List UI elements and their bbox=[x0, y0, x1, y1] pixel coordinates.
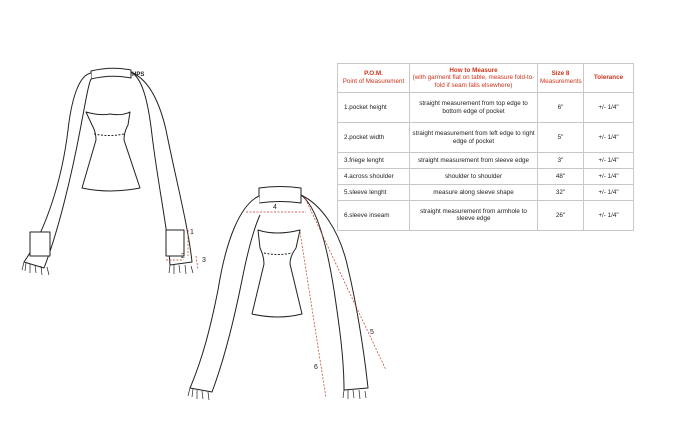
back-view-garment bbox=[22, 68, 193, 275]
hps-label: HPS bbox=[132, 72, 145, 78]
header-size bbox=[538, 64, 584, 93]
callout-2: 2 bbox=[181, 253, 185, 260]
header-how-title: How to Measure bbox=[449, 66, 498, 74]
header-how bbox=[410, 64, 538, 93]
spec-row bbox=[338, 169, 634, 185]
back-neck-band bbox=[91, 68, 131, 79]
size-cell: 5" bbox=[538, 123, 584, 153]
callout-5: 5 bbox=[370, 329, 374, 336]
how-cell: straight measurement from left edge to right edge of pocket bbox=[410, 123, 538, 153]
spec-row bbox=[338, 123, 634, 153]
tol-cell: +/- 1/4" bbox=[584, 153, 634, 169]
callout-3: 3 bbox=[202, 257, 206, 264]
spec-table bbox=[337, 63, 634, 231]
front-left-sleeve bbox=[190, 196, 260, 392]
pom-cell: 4.across shoulder bbox=[338, 169, 410, 185]
tol-cell: +/- 1/4" bbox=[584, 184, 634, 200]
pom-cell: 5.sleeve lenght bbox=[338, 184, 410, 200]
how-cell: shoulder to shoulder bbox=[410, 169, 538, 185]
header-how-sub: (with garment flat on table, measure fold-to-fold if seam falls elsewhere) bbox=[412, 74, 535, 89]
size-cell: 3" bbox=[538, 153, 584, 169]
front-right-fringe bbox=[343, 390, 366, 399]
tol-cell: +/- 1/4" bbox=[584, 123, 634, 153]
spec-header-row bbox=[338, 64, 634, 93]
header-pom-title: P.O.M. bbox=[364, 70, 383, 78]
header-tol bbox=[584, 64, 634, 93]
tol-cell: +/- 1/4" bbox=[584, 169, 634, 185]
back-right-fringe bbox=[169, 265, 193, 274]
spec-row bbox=[338, 184, 634, 200]
tol-cell: +/- 1/4" bbox=[584, 200, 634, 230]
header-size-sub: Measurements bbox=[540, 78, 582, 85]
callout-6: 6 bbox=[314, 364, 318, 371]
size-cell: 32" bbox=[538, 184, 584, 200]
spec-row bbox=[338, 153, 634, 169]
how-cell: straight measurement from armhole to sleeve edge bbox=[410, 200, 538, 230]
front-neck-band bbox=[259, 187, 301, 204]
how-cell: straight measurement from sleeve edge bbox=[410, 153, 538, 169]
pom-cell: 2.pocket width bbox=[338, 123, 410, 153]
spec-row bbox=[338, 200, 634, 230]
how-cell: straight measurement from top edge to bottom edge of pocket bbox=[410, 93, 538, 123]
back-body bbox=[82, 112, 140, 191]
pocket-left bbox=[30, 232, 50, 256]
header-tol-title: Tolerance bbox=[593, 74, 624, 82]
how-cell: measure along sleeve shape bbox=[410, 184, 538, 200]
measure-line-sleeve-inseam bbox=[300, 232, 326, 398]
callout-4: 4 bbox=[273, 204, 277, 211]
tol-cell: +/- 1/4" bbox=[584, 93, 634, 123]
header-pom bbox=[338, 64, 410, 93]
size-cell: 6" bbox=[538, 93, 584, 123]
measure-line-fringe bbox=[196, 256, 198, 270]
pom-cell: 6.sleeve inseam bbox=[338, 200, 410, 230]
size-cell: 48" bbox=[538, 169, 584, 185]
header-pom-sub: Point of Measurement bbox=[342, 78, 405, 85]
pom-cell: 3.friege lenght bbox=[338, 153, 410, 169]
pom-cell: 1.pocket height bbox=[338, 93, 410, 123]
header-size-title: Size 8 bbox=[551, 70, 570, 78]
spec-row bbox=[338, 93, 634, 123]
front-body bbox=[252, 230, 302, 317]
size-cell: 26" bbox=[538, 200, 584, 230]
callout-1: 1 bbox=[190, 229, 194, 236]
